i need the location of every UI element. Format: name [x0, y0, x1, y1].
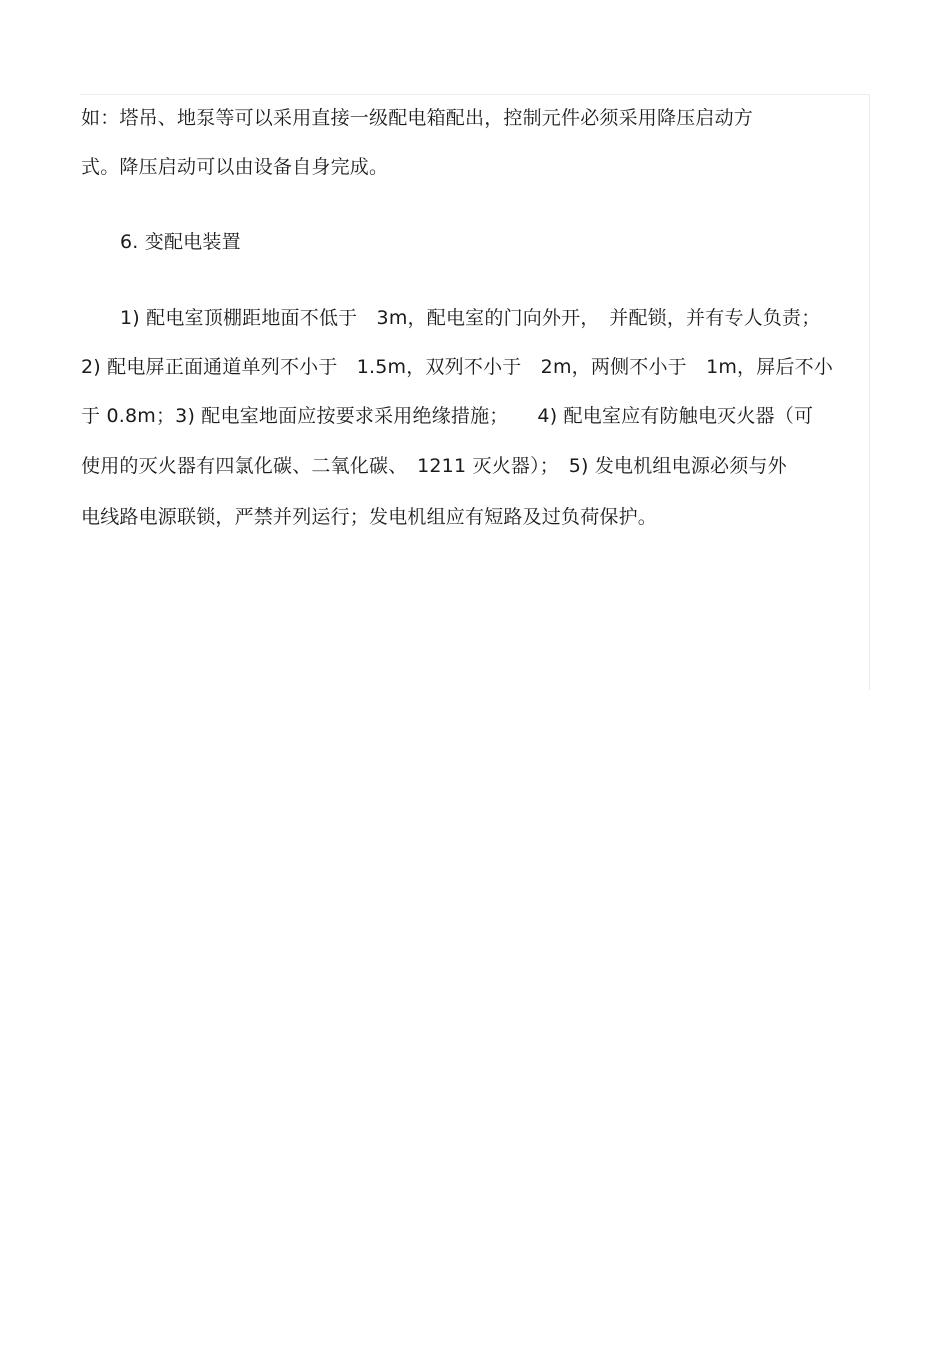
paragraph-line-7: 电线路电源联锁，严禁并列运行；发电机组应有短路及过负荷保护。 — [81, 506, 658, 528]
paragraph-line-4: 2) 配电屏正面通道单列不小于 1.5m，双列不小于 2m，两侧不小于 1m，屏后不小 — [81, 356, 834, 378]
paragraph-line-3: 1) 配电室顶棚距地面不低于 3m，配电室的门向外开， 并配锁，并有专人负责； — [120, 307, 821, 329]
page-border-right — [869, 94, 870, 690]
paragraph-line-6: 使用的灭火器有四氯化碳、二氧化碳、 1211 灭火器）； 5) 发电机组电源必须与外 — [81, 455, 787, 477]
section-heading: 6. 变配电装置 — [120, 231, 241, 253]
page-border-top — [80, 94, 869, 95]
paragraph-line-2: 式。降压启动可以由设备自身完成。 — [81, 156, 389, 178]
paragraph-line-5: 于 0.8m；3) 配电室地面应按要求采用绝缘措施； 4) 配电室应有防触电灭火器（可 — [81, 405, 814, 427]
paragraph-line-1: 如：塔吊、地泵等可以采用直接一级配电箱配出，控制元件必须采用降压启动方 — [81, 107, 754, 129]
